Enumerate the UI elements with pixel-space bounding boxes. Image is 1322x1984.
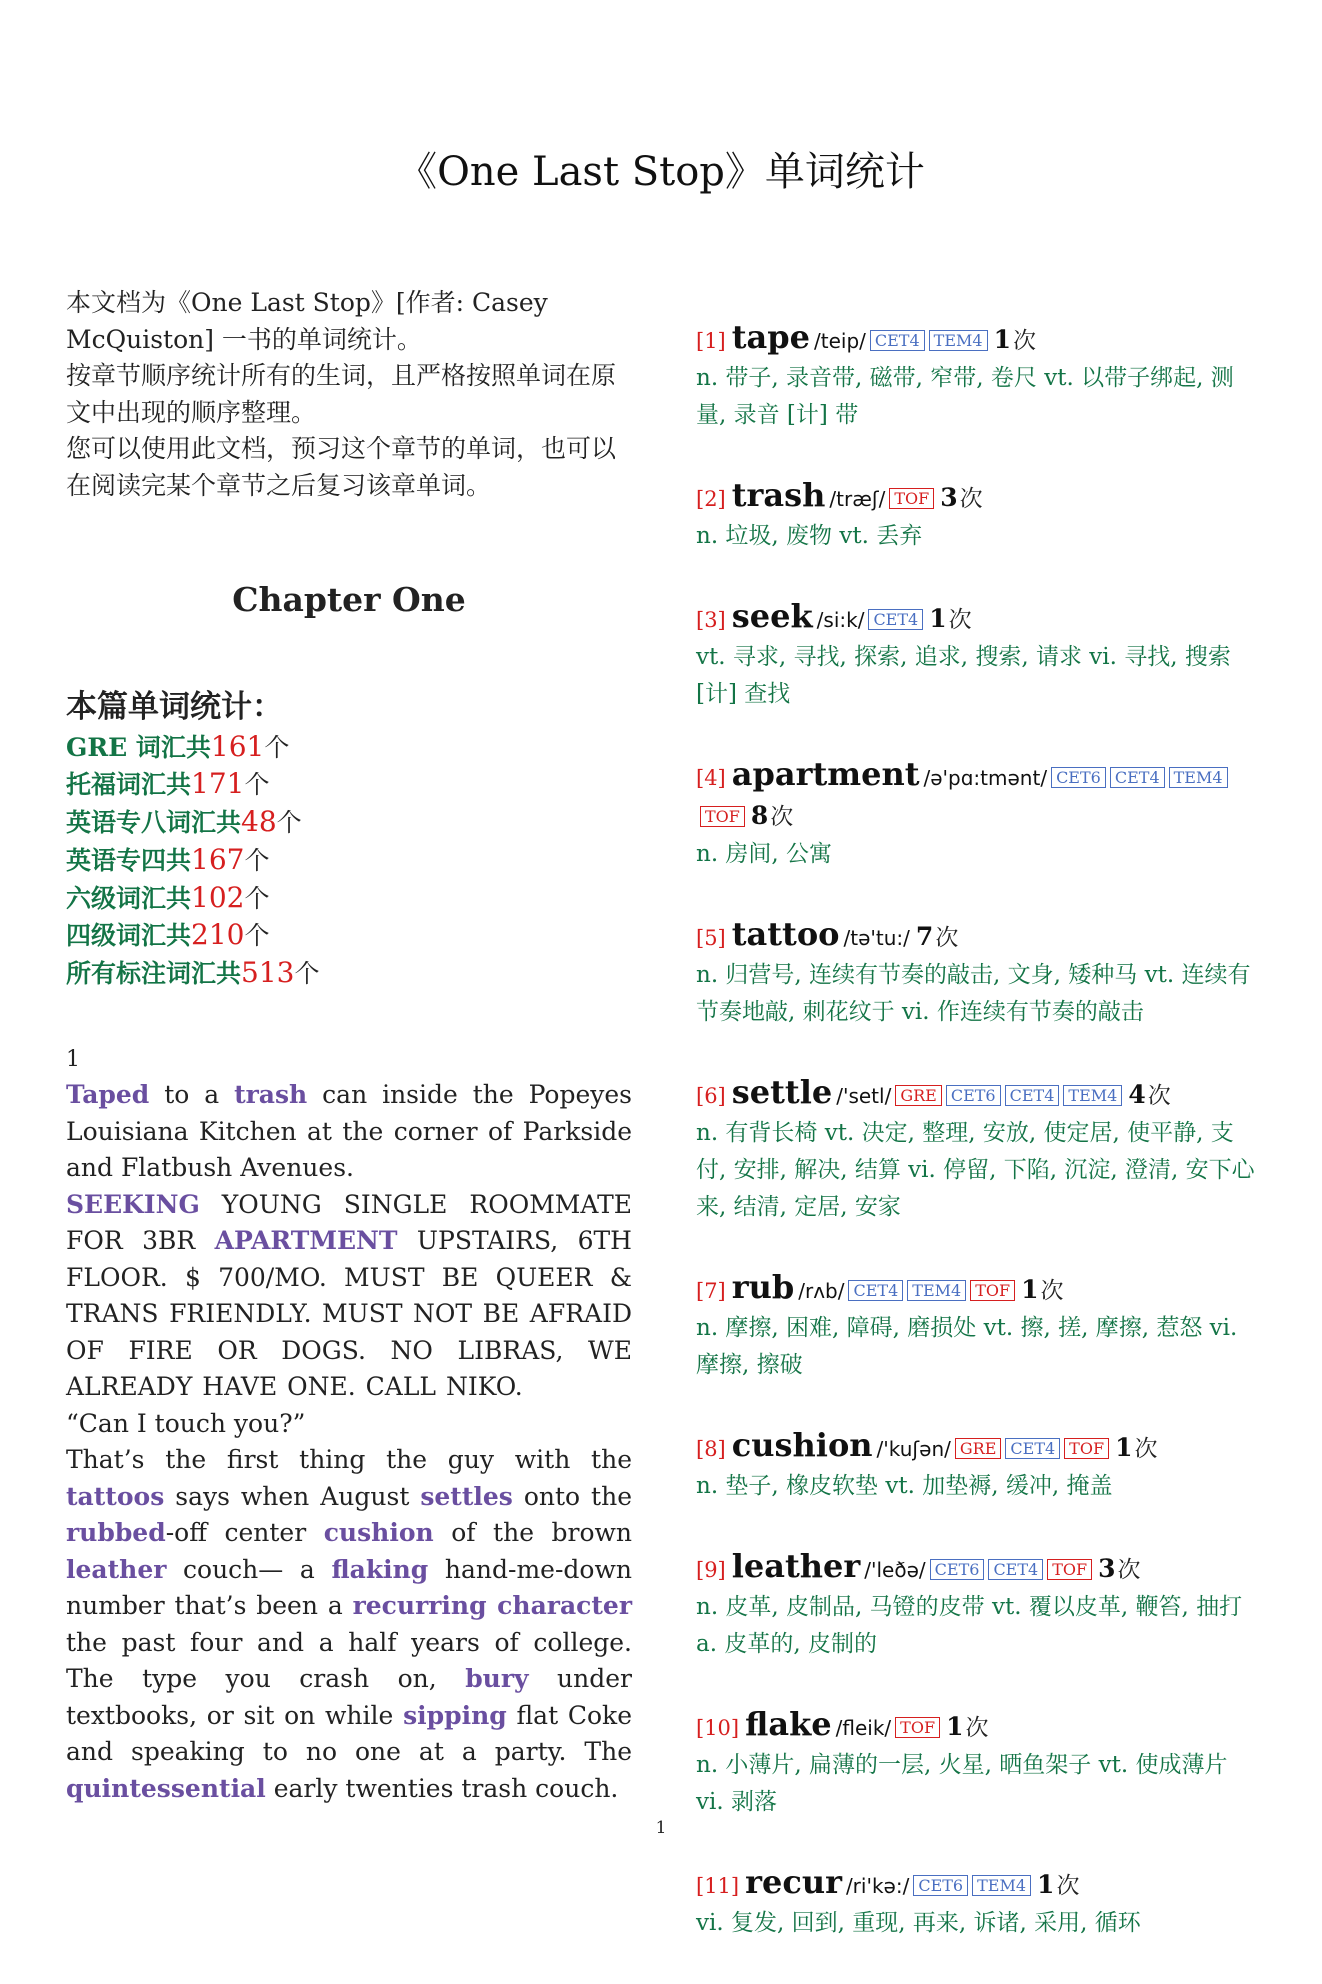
entry-index: [8] (696, 1437, 726, 1461)
entry-count: 1 (929, 604, 947, 633)
highlighted-word: recurring character (352, 1591, 632, 1621)
vocab-headline (696, 1426, 1262, 1468)
stat-label: 六级词汇共 (66, 883, 192, 913)
vocab-headline (696, 318, 1262, 360)
entry-times-label: 次 (1134, 1436, 1158, 1462)
stat-count: 48 (241, 805, 277, 839)
entry-phonetic: /træʃ/ (829, 487, 886, 511)
entry-definition: vt. 寻求, 寻找, 探索, 追求, 搜索, 请求 vi. 寻找, 搜索 [计] 查找 (696, 644, 1231, 707)
exam-tag-badge: GRE (955, 1438, 1002, 1459)
vocab-headline (696, 1863, 1262, 1905)
stat-row-tem4 (66, 842, 632, 880)
story-text-run: That’s the first thing the guy with the (66, 1445, 632, 1475)
exam-tag-badge: TOF (889, 488, 934, 509)
stat-unit: 个 (244, 845, 270, 875)
entry-definition: n. 摩擦, 困难, 障碍, 磨损处 vt. 擦, 搓, 摩擦, 惹怒 vi. 摩擦, 擦破 (696, 1315, 1238, 1378)
entry-index: [1] (696, 329, 726, 353)
stat-label: 英语专四共 (66, 845, 192, 875)
vocab-list (696, 318, 1262, 1984)
entry-index: [5] (696, 926, 726, 950)
stat-count: 210 (191, 918, 245, 952)
entry-phonetic: /'leðə/ (864, 1558, 926, 1582)
intro-line: 按章节顺序统计所有的生词，且严格按照单词在原文中出现的顺序整理。 (66, 361, 617, 427)
story-text-run: says when August (164, 1481, 421, 1511)
entry-definition: vi. 复发, 回到, 重现, 再来, 诉诸, 采用, 循环 (696, 1910, 1141, 1936)
entry-times-label: 次 (770, 804, 794, 830)
highlighted-word: leather (66, 1554, 167, 1584)
vocab-entry (696, 755, 1262, 873)
vocab-entry (696, 597, 1262, 713)
entry-index: [3] (696, 608, 726, 632)
exam-tag-badge: TEM4 (929, 330, 988, 351)
highlighted-word: rubbed (66, 1518, 166, 1548)
exam-tag-badge: CET4 (870, 330, 925, 351)
highlighted-word: cushion (323, 1518, 434, 1548)
stat-unit: 个 (244, 921, 270, 951)
highlighted-word: APARTMENT (214, 1226, 398, 1256)
story-text-run: early twenties trash couch. (265, 1773, 619, 1803)
stat-unit: 个 (244, 770, 270, 800)
exam-tag-badge: TOF (1047, 1559, 1092, 1580)
vocab-entry (696, 1426, 1262, 1505)
story-text-run: -off center (165, 1518, 324, 1548)
story-text-run: flat Coke and speaking to no one at a party. The (66, 1700, 632, 1767)
entry-count: 7 (915, 922, 934, 951)
story-paragraph (66, 1077, 632, 1187)
vocab-headline (696, 1705, 1262, 1747)
stat-label: 四级词汇共 (66, 921, 192, 951)
exam-tag-badge: CET6 (946, 1085, 1001, 1106)
vocab-entry (696, 915, 1262, 1031)
stat-row-cet4 (66, 917, 632, 955)
entry-index: [10] (696, 1716, 740, 1740)
stat-count: 161 (210, 729, 265, 763)
entry-index: [7] (696, 1279, 726, 1303)
vocab-headline (696, 915, 1262, 957)
entry-index: [11] (696, 1874, 740, 1898)
entry-word: flake (745, 1705, 832, 1743)
entry-definition: n. 房间, 公寓 (696, 841, 833, 867)
vocab-entry (696, 1863, 1262, 1942)
story-paragraph (66, 1442, 632, 1807)
story-text-run: hand-me-down number that’s been a (66, 1554, 632, 1621)
entry-times-label: 次 (935, 925, 959, 951)
story-text (66, 1077, 632, 1807)
vocab-headline (696, 1268, 1262, 1310)
entry-word: tattoo (731, 915, 840, 953)
exam-tag-badge: TEM4 (972, 1875, 1031, 1896)
stat-label: 托福词汇共 (66, 770, 192, 800)
vocab-headline (696, 1547, 1262, 1589)
entry-word: seek (731, 597, 813, 635)
entry-times-label: 次 (1040, 1278, 1064, 1304)
entry-count: 3 (1098, 1554, 1116, 1583)
exam-tag-badge: TEM4 (1169, 767, 1228, 788)
stat-row-gre (66, 729, 632, 767)
exam-tag-badge: TOF (970, 1280, 1015, 1301)
entry-index: [9] (696, 1558, 726, 1582)
entry-definition: n. 有背长椅 vt. 决定, 整理, 安放, 使定居, 使平静, 支付, 安排, 解决, 结算 vi. 停留, 下陷, 沉淀, 澄清, 安下心来, 结清, 定居, 安家 (696, 1120, 1255, 1220)
intro-line: 本文档为《One Last Stop》[作者: Casey McQuiston] 一书的单词统计。 (66, 288, 548, 354)
story-paragraph: “Can I touch you?” (66, 1408, 306, 1438)
entry-definition: n. 带子, 录音带, 磁带, 窄带, 卷尺 vt. 以带子绑起, 测量, 录音 [计] 带 (696, 365, 1234, 428)
stat-unit: 个 (276, 808, 302, 838)
exam-tag-badge: TOF (1064, 1438, 1109, 1459)
stat-row-tem8 (66, 804, 632, 842)
entry-word: settle (731, 1073, 833, 1111)
entry-times-label: 次 (1056, 1873, 1080, 1899)
page-number: 1 (655, 1818, 667, 1838)
highlighted-word: sipping (403, 1700, 507, 1730)
entry-definition: n. 垃圾, 废物 vt. 丢弃 (696, 523, 923, 549)
stat-label: 所有标注词汇共 (66, 959, 242, 989)
entry-definition: n. 小薄片, 扁薄的一层, 火星, 晒鱼架子 vt. 使成薄片 vi. 剥落 (696, 1752, 1228, 1815)
entry-phonetic: /tə'tu:/ (843, 926, 910, 950)
story-text-run: the past four and a half years of college. The type you crash on, (66, 1627, 632, 1694)
story-text-run: of the brown (433, 1518, 633, 1548)
entry-word: cushion (731, 1426, 873, 1464)
exam-tag-badge: TEM4 (1063, 1085, 1122, 1106)
exam-tag-badge: CET4 (848, 1280, 903, 1301)
section-number: 1 (66, 1047, 80, 1073)
stat-unit: 个 (264, 732, 290, 762)
entry-times-label: 次 (1147, 1083, 1171, 1109)
intro-line: 您可以使用此文档，预习这个章节的单词，也可以在阅读完某个章节之后复习该章单词。 (66, 434, 617, 500)
page-title: 《One Last Stop》单词统计 (397, 149, 925, 195)
entry-count: 1 (1037, 1870, 1055, 1899)
exam-tag-badge: TEM4 (907, 1280, 966, 1301)
highlighted-word: tattoos (66, 1481, 165, 1511)
entry-times-label: 次 (1012, 328, 1036, 354)
stats-list (66, 729, 632, 994)
exam-tag-badge: CET6 (1051, 767, 1106, 788)
highlighted-word: bury (465, 1664, 529, 1694)
vocab-headline (696, 755, 1262, 836)
left-column (66, 285, 632, 1807)
entry-count: 8 (750, 801, 769, 830)
highlighted-word: SEEKING (66, 1189, 200, 1219)
entry-phonetic: /'kuʃən/ (876, 1437, 951, 1461)
exam-tag-badge: CET6 (913, 1875, 968, 1896)
vocab-entry (696, 1705, 1262, 1821)
highlighted-word: trash (234, 1080, 308, 1110)
exam-tag-badge: CET4 (1005, 1438, 1060, 1459)
highlighted-word: Taped (66, 1080, 150, 1110)
exam-tag-badge: GRE (895, 1085, 942, 1106)
exam-tag-badge: CET4 (868, 609, 923, 630)
entry-phonetic: /teip/ (814, 329, 866, 353)
stat-row-toefl (66, 766, 632, 804)
vocab-headline (696, 1073, 1262, 1115)
entry-word: rub (731, 1268, 795, 1306)
exam-tag-badge: TOF (895, 1717, 940, 1738)
stat-unit: 个 (294, 959, 320, 989)
vocab-entry (696, 476, 1262, 555)
entry-times-label: 次 (959, 486, 983, 512)
stat-label: GRE 词汇共 (66, 732, 211, 762)
entry-word: recur (745, 1863, 842, 1901)
entry-count: 1 (1115, 1433, 1133, 1462)
vocab-headline (696, 476, 1262, 518)
entry-count: 4 (1128, 1080, 1146, 1109)
chapter-heading: Chapter One (232, 580, 466, 619)
story-text-run: to a (149, 1080, 235, 1110)
stat-row-total (66, 955, 632, 993)
entry-phonetic: /ri'kə:/ (845, 1874, 910, 1898)
stat-label: 英语专八词汇共 (66, 808, 242, 838)
vocab-headline (696, 597, 1262, 639)
entry-times-label: 次 (1117, 1557, 1141, 1583)
story-text-run: UPSTAIRS, 6TH FLOOR. $ 700/MO. MUST BE QUEER & TRANS FRIENDLY. MUST NOT BE AFRAID OF FIRE OR DOGS. NO LIBRAS, WE ALREADY HAVE ONE. CALL NIKO. (66, 1226, 632, 1402)
entry-phonetic: /rʌb/ (798, 1279, 845, 1303)
entry-phonetic: /fleik/ (835, 1716, 892, 1740)
entry-word: tape (731, 318, 810, 356)
entry-index: [2] (696, 487, 726, 511)
entry-word: apartment (731, 755, 920, 793)
story-text-run: YOUNG SINGLE ROOMMATE FOR 3BR (66, 1189, 632, 1256)
vocab-entry (696, 318, 1262, 434)
exam-tag-badge: CET4 (988, 1559, 1043, 1580)
entry-count: 3 (940, 483, 958, 512)
entry-definition: n. 皮革, 皮制品, 马镫的皮带 vt. 覆以皮革, 鞭笞, 抽打 a. 皮革的, 皮制的 (696, 1594, 1243, 1657)
entry-count: 1 (946, 1712, 964, 1741)
stat-unit: 个 (244, 883, 270, 913)
entry-phonetic: /ə'pɑ:tmənt/ (923, 766, 1048, 790)
story-paragraph (66, 1187, 632, 1406)
story-text-run: couch— a (166, 1554, 332, 1584)
stat-count: 102 (191, 880, 245, 914)
entry-word: leather (731, 1547, 861, 1585)
highlighted-word: quintessential (66, 1773, 266, 1803)
stat-count: 167 (191, 842, 245, 876)
story-text-run: under textbooks, or sit on while (66, 1664, 632, 1730)
vocab-entry (696, 1268, 1262, 1384)
stats-heading: 本篇单词统计： (66, 688, 283, 725)
stat-count: 513 (241, 956, 295, 990)
entry-definition: n. 归营号, 连续有节奏的敲击, 文身, 矮种马 vt. 连续有节奏地敲, 刺花纹于 vi. 作连续有节奏的敲击 (696, 962, 1251, 1025)
highlighted-word: flaking (331, 1554, 429, 1584)
highlighted-word: settles (420, 1481, 513, 1511)
entry-index: [4] (696, 766, 726, 790)
entry-times-label: 次 (948, 607, 972, 633)
entry-count: 1 (993, 325, 1011, 354)
exam-tag-badge: CET4 (1005, 1085, 1060, 1106)
exam-tag-badge: TOF (700, 806, 745, 827)
stat-count: 171 (191, 767, 245, 801)
entry-word: trash (731, 476, 826, 514)
entry-phonetic: /'setl/ (836, 1084, 892, 1108)
vocab-entry (696, 1073, 1262, 1226)
entry-index: [6] (696, 1084, 726, 1108)
entry-times-label: 次 (965, 1715, 989, 1741)
entry-phonetic: /si:k/ (816, 608, 865, 632)
exam-tag-badge: CET4 (1110, 767, 1165, 788)
intro (66, 285, 632, 504)
entry-count: 1 (1021, 1275, 1039, 1304)
stat-row-cet6 (66, 880, 632, 918)
vocab-entry (696, 1547, 1262, 1663)
story-text-run: onto the (512, 1481, 632, 1511)
exam-tag-badge: CET6 (930, 1559, 985, 1580)
story-text-run: can inside the Popeyes Louisiana Kitchen at the corner of Parkside and Flatbush Avenues. (66, 1080, 632, 1183)
entry-definition: n. 垫子, 橡皮软垫 vt. 加垫褥, 缓冲, 掩盖 (696, 1473, 1113, 1499)
